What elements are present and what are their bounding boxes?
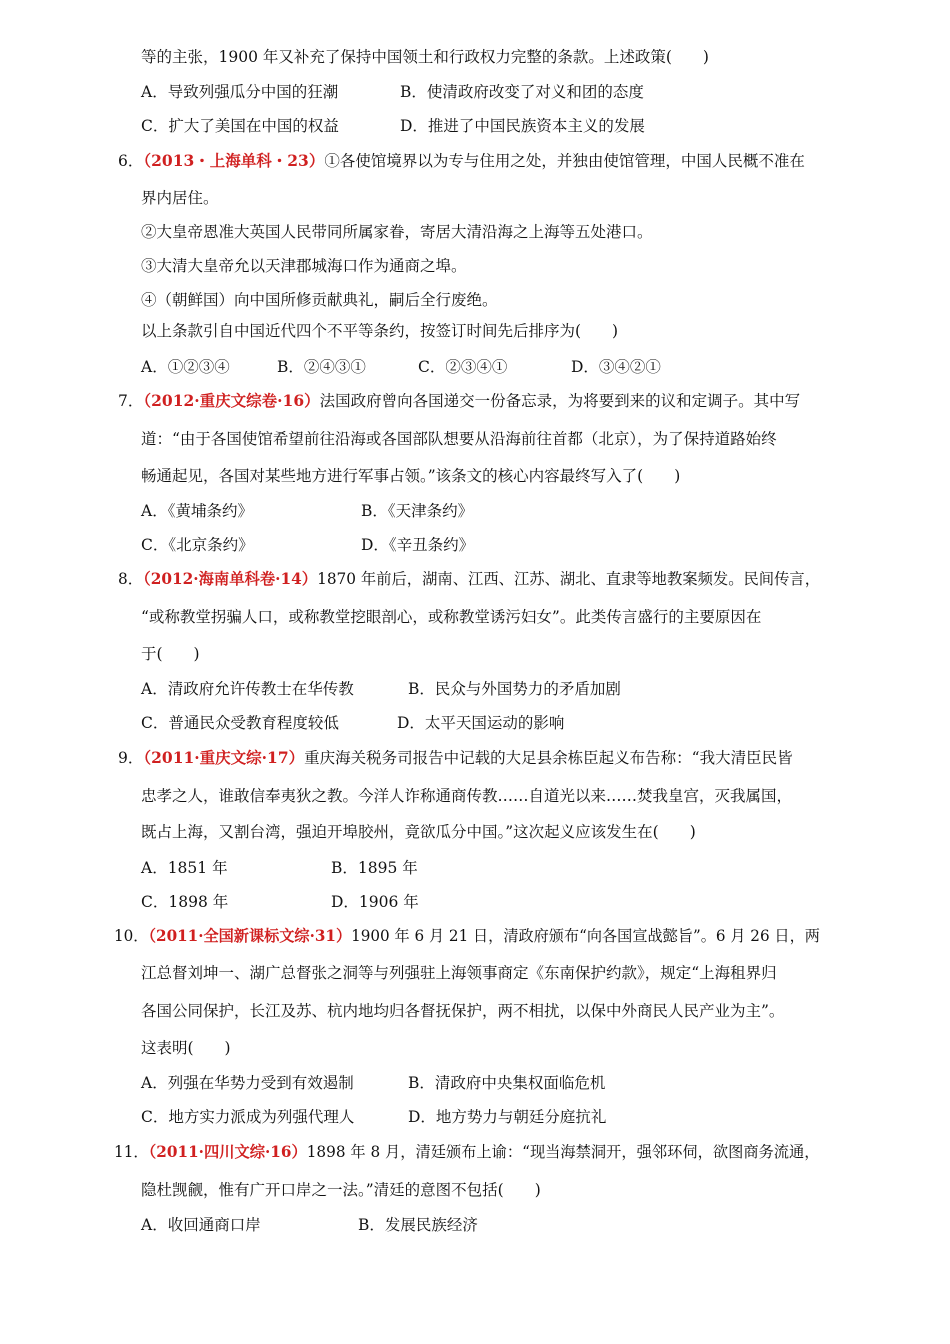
q7-number: 7． — [118, 392, 144, 410]
q5-option-c: C．扩大了美国在中国的权益 — [141, 117, 339, 135]
q10-option-c: C．地方实力派成为列强代理人 — [141, 1108, 355, 1126]
q6-line-3: ②大皇帝恩准大英国人民带同所属家眷，寄居大清沿海之上海等五处港口。 — [141, 223, 653, 241]
q6-source: （2013・上海单科・23） — [143, 151, 325, 170]
q8-number: 8． — [118, 570, 144, 588]
q5-option-b: B．使清政府改变了对义和团的态度 — [400, 83, 644, 101]
q10-first-line — [114, 926, 820, 946]
q6-option-a: A．①②③④ — [141, 358, 230, 376]
q8-text: 1870 年前后，湖南、江西、江苏、湖北、直隶等地教案频发。民间传言， — [317, 570, 821, 588]
q9-line-3: 既占上海，又割台湾，强迫开埠胶州，竟欲瓜分中国。”这次起义应该发生在( ) — [141, 823, 696, 841]
q8-line-2: “或称教堂拐骗人口，或称教堂挖眼剖心，或称教堂诱污妇女”。此类传言盛行的主要原因在 — [141, 608, 762, 626]
q11-text: 1898 年 8 月，清廷颁布上谕：“现当海禁洞开，强邻环伺，欲图商务流通， — [306, 1143, 820, 1161]
q6-option-d: D．③④②① — [571, 358, 661, 376]
q10-line-3: 各国公同保护，长江及苏、杭内地均归各督抚保护，两不相扰，以保中外商民人民产业为主”。 — [141, 1002, 785, 1020]
q7-option-b: B．《天津条约》 — [361, 502, 474, 520]
q9-first-line — [118, 748, 793, 768]
q7-text: 法国政府曾向各国递交一份备忘录，为将要到来的议和定调子。其中写 — [319, 392, 801, 410]
q11-first-line — [114, 1142, 820, 1162]
q5-option-d: D．推进了中国民族资本主义的发展 — [400, 117, 645, 135]
q9-option-b: B．1895 年 — [331, 859, 418, 877]
q11-number: 11． — [114, 1143, 149, 1161]
q6-option-b: B．②④③① — [277, 358, 366, 376]
q8-option-a: A．清政府允许传教士在华传教 — [141, 680, 354, 698]
q9-number: 9． — [118, 749, 144, 767]
q7-line-3: 畅通起见，各国对某些地方进行军事占领。”该条文的核心内容最终写入了( ) — [141, 467, 681, 485]
q11-line-2: 隐杜觊觎，惟有广开口岸之一法。”清廷的意图不包括( ) — [141, 1181, 541, 1199]
q7-option-d: D．《辛丑条约》 — [361, 536, 475, 554]
q11-option-a: A．收回通商口岸 — [141, 1216, 261, 1234]
q7-source: （2012·重庆文综卷·16） — [143, 391, 320, 410]
q6-line-4: ③大清大皇帝允以天津郡城海口作为通商之埠。 — [141, 257, 467, 275]
q6-option-c: C．②③④① — [418, 358, 508, 376]
q9-line-2: 忠孝之人，谁敢信奉夷狄之教。今洋人诈称通商传教……自道光以来……焚我皇宫，灭我属国， — [141, 787, 793, 805]
q7-option-a: A．《黄埔条约》 — [141, 502, 253, 520]
q10-line-4: 这表明( ) — [141, 1039, 231, 1057]
q8-option-c: C．普通民众受教育程度较低 — [141, 714, 339, 732]
q8-line-3: 于( ) — [141, 645, 200, 663]
q10-source: （2011·全国新课标文综·31） — [148, 926, 352, 945]
q6-first-line — [118, 151, 805, 171]
q11-option-b: B．发展民族经济 — [358, 1216, 478, 1234]
q7-first-line — [118, 391, 800, 411]
q10-text: 1900 年 6 月 21 日，清政府颁布“向各国宣战懿旨”。6 月 26 日，两 — [351, 927, 820, 945]
q10-line-2: 江总督刘坤一、湖广总督张之洞等与列强驻上海领事商定《东南保护约款》，规定“上海租界归 — [141, 964, 777, 982]
q9-source: （2011·重庆文综·17） — [143, 748, 305, 767]
q6-text: ①各使馆境界以为专与住用之处，并独由使馆管理，中国人民概不准在 — [324, 152, 805, 170]
q11-source: （2011·四川文综·16） — [148, 1142, 307, 1161]
q6-line-2: 界内居住。 — [141, 189, 219, 207]
q5-tail: 等的主张，1900 年又补充了保持中国领土和行政权力完整的条款。上述政策( ) — [141, 48, 709, 66]
q10-number: 10． — [114, 927, 149, 945]
q5-option-a: A．导致列强瓜分中国的狂潮 — [141, 83, 339, 101]
q8-source: （2012·海南单科卷·14） — [143, 569, 318, 588]
q9-text: 重庆海关税务司报告中记载的大足县余栋臣起义布告称：“我大清臣民皆 — [304, 749, 793, 767]
q8-option-b: B．民众与外国势力的矛盾加剧 — [408, 680, 621, 698]
q6-number: 6． — [118, 152, 144, 170]
q9-option-d: D．1906 年 — [331, 893, 419, 911]
q8-option-d: D．太平天国运动的影响 — [397, 714, 565, 732]
q10-option-a: A．列强在华势力受到有效遏制 — [141, 1074, 354, 1092]
q6-line-5: ④（朝鲜国）向中国所修贡献典礼，嗣后全行废绝。 — [141, 291, 498, 309]
q9-option-c: C．1898 年 — [141, 893, 229, 911]
q9-option-a: A．1851 年 — [141, 859, 228, 877]
q10-option-b: B．清政府中央集权面临危机 — [408, 1074, 606, 1092]
q6-line-6: 以上条款引自中国近代四个不平等条约，按签订时间先后排序为( ) — [141, 322, 619, 340]
q7-option-c: C．《北京条约》 — [141, 536, 254, 554]
q7-line-2: 道：“由于各国使馆希望前往沿海或各国部队想要从沿海前往首都（北京），为了保持道路始终 — [141, 430, 777, 448]
q8-first-line — [118, 569, 820, 589]
q10-option-d: D．地方势力与朝廷分庭抗礼 — [408, 1108, 607, 1126]
